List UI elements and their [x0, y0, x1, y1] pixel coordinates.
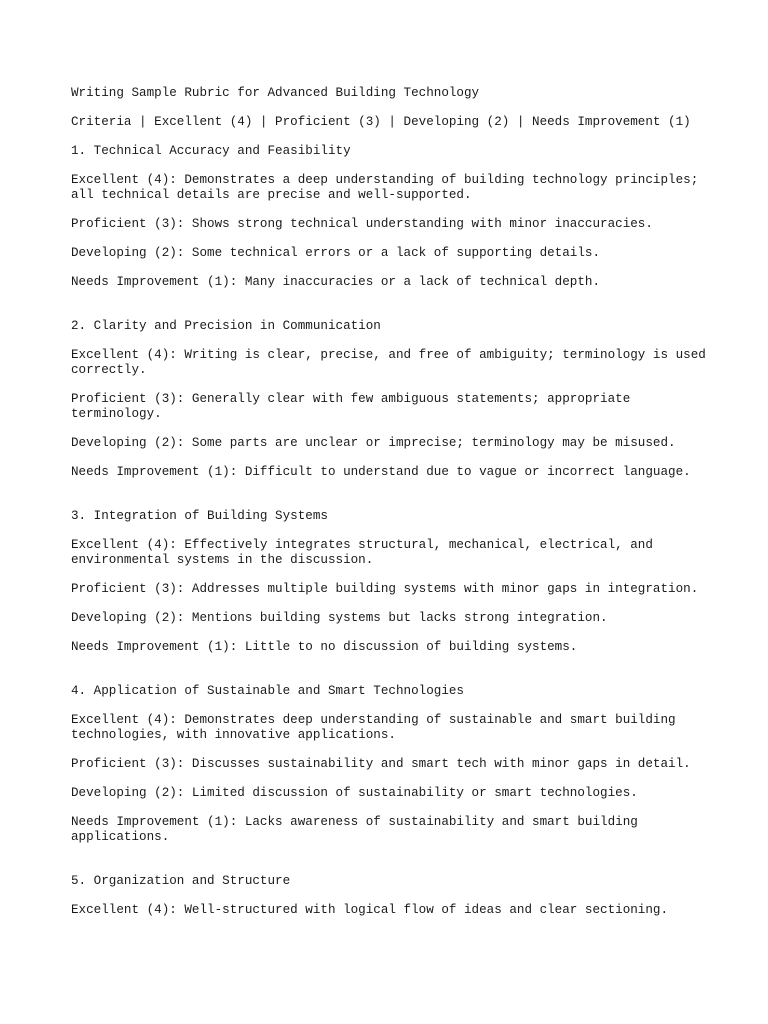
document-title: Writing Sample Rubric for Advanced Building Technology: [71, 86, 480, 100]
level-developing: Developing (2): Some technical errors or a lack of supporting details.: [71, 246, 601, 260]
level-excellent: Excellent (4): Well-structured with logical flow of ideas and clear sectioning.: [71, 903, 669, 917]
level-needs-improvement: Needs Improvement (1): Lacks awareness of sustainability and smart building applications.: [71, 815, 646, 844]
rubric-section-organization: [71, 874, 711, 918]
level-needs-improvement: Needs Improvement (1): Many inaccuracies or a lack of technical depth.: [71, 275, 601, 289]
level-excellent: Excellent (4): Effectively integrates structural, mechanical, electrical, and environmental systems in the discussion.: [71, 538, 661, 567]
section-heading: 1. Technical Accuracy and Feasibility: [71, 144, 351, 158]
level-excellent: Excellent (4): Demonstrates a deep understanding of building technology principles; all technical details are precise and well-supported.: [71, 173, 706, 202]
criteria-header: Criteria | Excellent (4) | Proficient (3) | Developing (2) | Needs Improvement (1): [71, 115, 691, 129]
rubric-section-technical-accuracy: [71, 144, 711, 290]
level-needs-improvement: Needs Improvement (1): Little to no discussion of building systems.: [71, 640, 578, 654]
level-developing: Developing (2): Mentions building systems but lacks strong integration.: [71, 611, 608, 625]
level-excellent: Excellent (4): Writing is clear, precise, and free of ambiguity; terminology is used correctly.: [71, 348, 714, 377]
section-heading: 5. Organization and Structure: [71, 874, 291, 888]
section-heading: 4. Application of Sustainable and Smart Technologies: [71, 684, 464, 698]
section-heading: 2. Clarity and Precision in Communication: [71, 319, 381, 333]
level-proficient: Proficient (3): Discusses sustainability and smart tech with minor gaps in detail.: [71, 757, 691, 771]
level-proficient: Proficient (3): Generally clear with few ambiguous statements; appropriate terminology.: [71, 392, 638, 421]
rubric-section-clarity: [71, 319, 714, 480]
level-proficient: Proficient (3): Shows strong technical understanding with minor inaccuracies.: [71, 217, 653, 231]
level-developing: Developing (2): Limited discussion of sustainability or smart technologies.: [71, 786, 638, 800]
section-heading: 3. Integration of Building Systems: [71, 509, 328, 523]
level-excellent: Excellent (4): Demonstrates deep understanding of sustainable and smart building technologies, with innovative applications.: [71, 713, 684, 742]
rubric-document: [71, 86, 714, 932]
level-needs-improvement: Needs Improvement (1): Difficult to understand due to vague or incorrect language.: [71, 465, 691, 479]
rubric-section-sustainable-tech: [71, 684, 711, 845]
level-proficient: Proficient (3): Addresses multiple building systems with minor gaps in integration.: [71, 582, 699, 596]
level-developing: Developing (2): Some parts are unclear or imprecise; terminology may be misused.: [71, 436, 676, 450]
rubric-section-building-systems: [71, 509, 711, 655]
